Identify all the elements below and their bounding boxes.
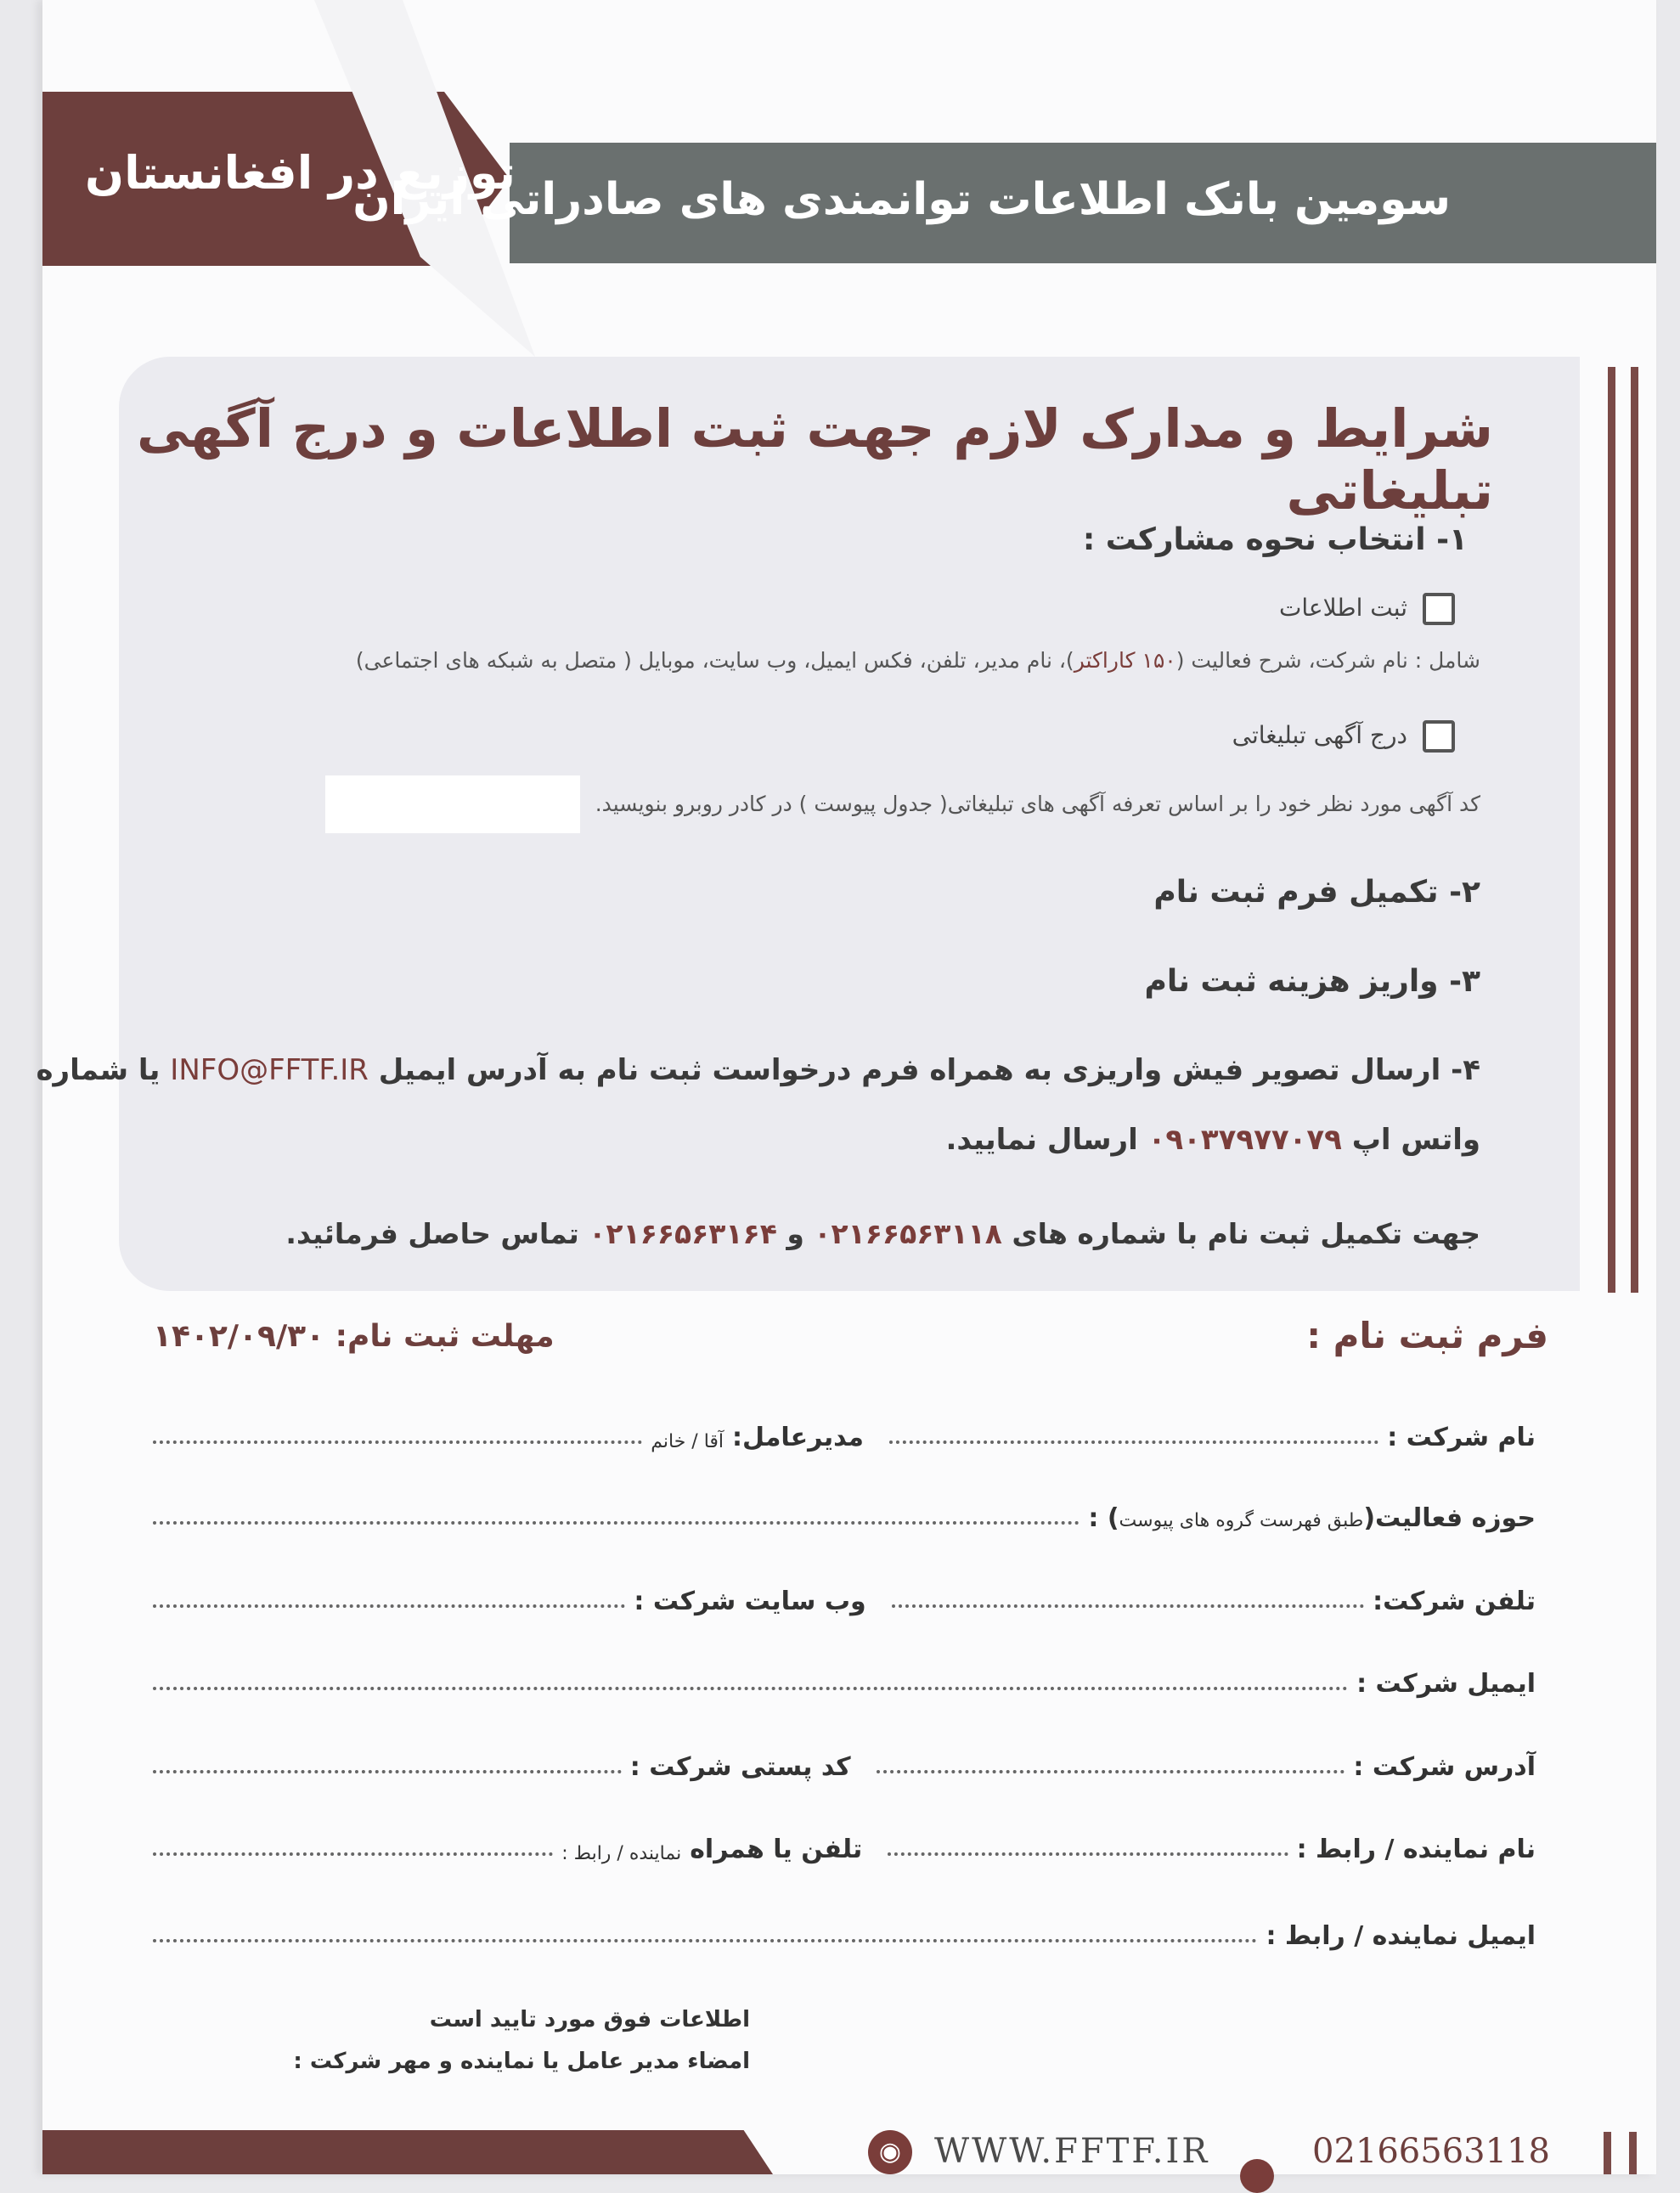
footer-phone[interactable]: 02166563118 (1312, 2132, 1550, 2171)
rep-name-label: نام نماینده / رابط : (1296, 1835, 1536, 1864)
contact-suffix: تماس حاصل فرمائید. (285, 1217, 579, 1250)
contact-and: و (786, 1217, 804, 1250)
activity-label-text: حوزه فعالیت( (1363, 1503, 1536, 1533)
rep-email-label: ایمیل نماینده / رابط : (1266, 1921, 1536, 1951)
activity-label (1080, 1503, 1536, 1533)
form-title: فرم ثبت نام : (1306, 1315, 1548, 1356)
checkbox-register-info[interactable] (1423, 593, 1455, 625)
desc-prefix: شامل : نام شرکت، شرح فعالیت ( (1175, 648, 1480, 673)
contact-prefix: جهت تکمیل ثبت نام با شماره های (1012, 1217, 1480, 1250)
postal-label: کد پستی شرکت : (629, 1752, 851, 1782)
company-name-label: نام شرکت : (1387, 1423, 1536, 1452)
row-representative (153, 1813, 1536, 1864)
rep-phone-field[interactable] (153, 1852, 553, 1856)
row-address-postal (153, 1731, 1536, 1782)
activity-hint: طبق فهرست گروه های پیوست (1119, 1510, 1364, 1531)
deadline: مهلت ثبت نام: ۱۴۰۲/۰۹/۳۰ (153, 1319, 555, 1354)
rep-email-field[interactable] (153, 1939, 1257, 1942)
ad-code-box[interactable] (325, 775, 580, 833)
step-3: ۳- واریز هزینه ثبت نام (1144, 964, 1480, 999)
step-1: ۱- انتخاب نحوه مشارکت : (1082, 522, 1468, 557)
step-2: ۲- تکمیل فرم ثبت نام (1153, 875, 1480, 910)
step-4 (36, 1053, 1480, 1087)
website-field[interactable] (153, 1604, 625, 1608)
rep-name-field[interactable] (888, 1852, 1288, 1856)
conditions-heading: شرایط و مدارک لازم جهت ثبت اطلاعات و درج آگهی تبلیغاتی (136, 397, 1493, 521)
option-register-info[interactable] (1279, 593, 1455, 625)
row-activity (153, 1482, 1536, 1533)
row-rep-email (153, 1900, 1536, 1951)
option-register-info-desc (356, 648, 1480, 673)
confirm-text: اطلاعات فوق مورد تایید است (429, 2007, 750, 2032)
website-label: وب سایت شرکت : (634, 1587, 866, 1616)
signature-text: امضاء مدیر عامل یا نماینده و مهر شرکت : (293, 2049, 750, 2074)
option-register-info-label: ثبت اطلاعات (1278, 594, 1407, 622)
ceo-hint: آقا / خانم (651, 1431, 724, 1452)
row-phone-website (153, 1565, 1536, 1616)
address-field[interactable] (877, 1770, 1345, 1773)
ceo-label: مدیرعامل: (732, 1423, 864, 1452)
desc-suffix: )، نام مدیر، تلفن، فکس ایمیل، وب سایت، موبایل ( متصل به شبکه های اجتماعی) (355, 648, 1074, 673)
footer-band (42, 2130, 773, 2174)
phone-icon (1240, 2159, 1274, 2193)
header-title: سومین بانک اطلاعات توانمندی های صادراتی ایران (352, 174, 1451, 225)
ceo-field[interactable] (153, 1440, 642, 1444)
email-label: ایمیل شرکت : (1356, 1669, 1536, 1699)
rep-phone-label: تلفن یا همراه (690, 1835, 863, 1864)
contact-phone-2[interactable]: ۰۲۱۶۶۵۶۳۱۶۴ (589, 1217, 777, 1250)
contact-line (285, 1217, 1480, 1250)
desc-char-limit: ۱۵۰ کاراکتر (1074, 648, 1176, 673)
activity-field[interactable] (153, 1521, 1080, 1525)
footer-bar-left (1604, 2132, 1611, 2174)
postal-field[interactable] (153, 1770, 622, 1773)
row-email (153, 1648, 1536, 1699)
header-tag: توزیع در افغانستان (85, 146, 516, 200)
contact-phone-1[interactable]: ۰۲۱۶۶۵۶۳۱۱۸ (814, 1217, 1002, 1250)
footer-bar-right (1629, 2132, 1637, 2174)
row-company-ceo (153, 1401, 1536, 1452)
globe-icon: ◉ (868, 2130, 912, 2174)
whatsapp-label: واتس اپ (1351, 1123, 1480, 1157)
footer-website[interactable]: WWW.FFTF.IR (934, 2132, 1210, 2171)
option-advertisement-label: درج آگهی تبلیغاتی (1232, 721, 1407, 749)
address-label: آدرس شرکت : (1353, 1752, 1536, 1782)
phone-label: تلفن شرکت: (1373, 1587, 1536, 1616)
side-bar-left (1608, 367, 1615, 1293)
step-4-line-2 (945, 1123, 1480, 1157)
rep-phone-hint: نماینده / رابط : (561, 1843, 682, 1864)
side-bar-right (1631, 367, 1638, 1293)
option-advertisement[interactable] (1232, 720, 1455, 753)
activity-label-end: ) : (1088, 1503, 1119, 1533)
email-field[interactable] (153, 1687, 1348, 1690)
phone-field[interactable] (892, 1604, 1364, 1608)
step-4-suffix: یا شماره (36, 1053, 161, 1087)
whatsapp-number[interactable]: ۰۹۰۳۷۹۷۷۰۷۹ (1147, 1123, 1342, 1157)
option-advertisement-desc: کد آگهی مورد نظر خود را بر اساس تعرفه آگهی های تبلیغاتی( جدول پیوست ) در کادر روبرو بنویسید. (595, 792, 1480, 816)
email-link[interactable]: INFO@FFTF.IR (170, 1053, 369, 1087)
step-4-prefix: ۴- ارسال تصویر فیش واریزی به همراه فرم درخواست ثبت نام به آدرس ایمیل (378, 1053, 1480, 1087)
whatsapp-suffix: ارسال نمایید. (945, 1123, 1138, 1157)
company-name-field[interactable] (889, 1440, 1378, 1444)
checkbox-advertisement[interactable] (1423, 720, 1455, 753)
